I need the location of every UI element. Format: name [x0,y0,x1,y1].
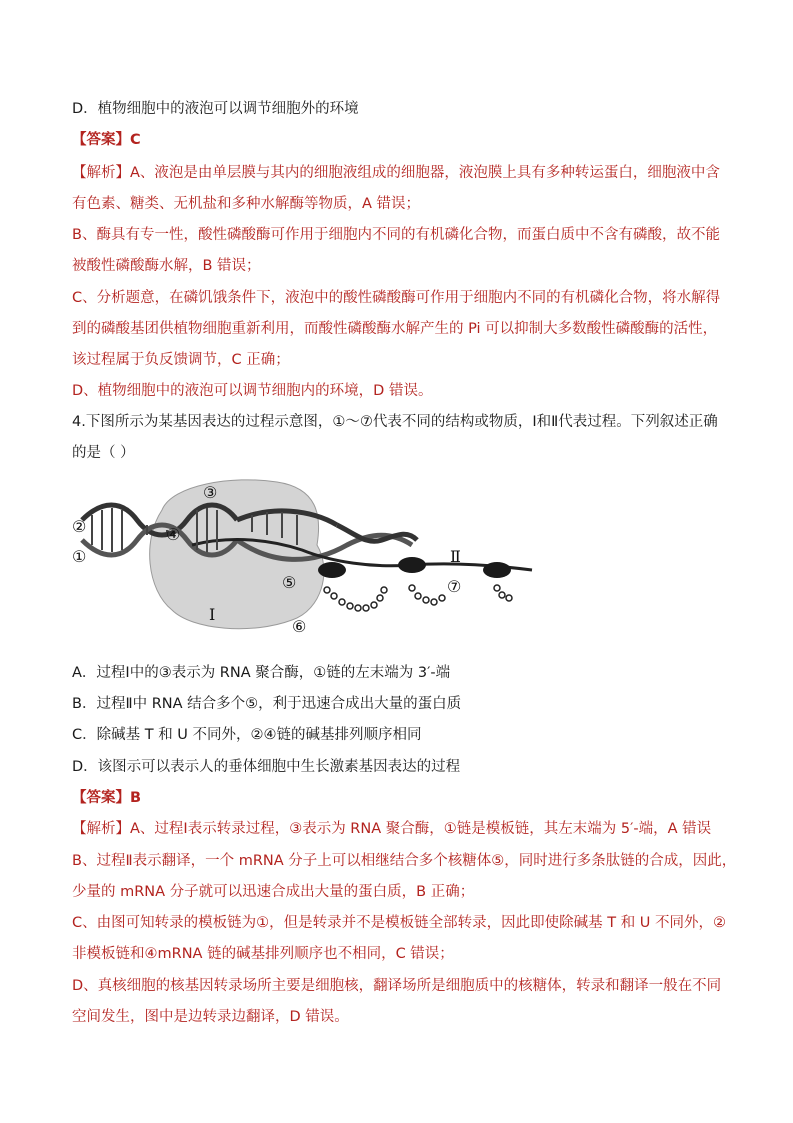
gene-expression-figure [72,470,542,650]
analysis-prev-line: 【解析】A、液泡是由单层膜与其内的细胞液组成的细胞器，液泡膜上具有多种转运蛋白，细胞液中含 [72,165,720,181]
question-stem: 的是（ ） [72,445,135,461]
option-c: C．除碱基 T 和 U 不同外，②④链的碱基排列顺序相同 [72,727,422,743]
option-d: D．该图示可以表示人的垂体细胞中生长激素基因表达的过程 [72,759,461,775]
analysis-prev-line: 被酸性磷酸酶水解，B 错误； [72,258,261,274]
analysis-prev-line: 有色素、糖类、无机盐和多种水解酶等物质，A 错误； [72,196,421,212]
label-6: ⑥ [292,617,307,636]
analysis-line: 空间发生，图中是边转录边翻译，D 错误。 [72,1009,349,1025]
analysis-line: B、过程Ⅱ表示翻译，一个 mRNA 分子上可以相继结合多个核糖体⑤，同时进行多条肽链的合成，因此， [72,853,737,869]
analysis-prev-line: B、酶具有专一性，酸性磷酸酶可作用于细胞内不同的有机磷化合物，而蛋白质中不含有磷酸，故不能 [72,227,720,243]
analysis-prev-line: D、植物细胞中的液泡可以调节细胞内的环境，D 错误。 [72,383,433,399]
option-d-prev: D．植物细胞中的液泡可以调节细胞外的环境 [72,101,359,117]
option-b: B．过程Ⅱ中 RNA 结合多个⑤，利于迅速合成出大量的蛋白质 [72,696,462,712]
label-process-2: Ⅱ [450,547,461,566]
label-process-1: Ⅰ [209,605,216,624]
label-7: ⑦ [447,577,462,596]
analysis-prev-line: C、分析题意，在磷饥饿条件下，液泡中的酸性磷酸酶可作用于细胞内不同的有机磷化合物，将水解得 [72,290,721,306]
label-4: ④ [166,525,181,544]
label-1: ① [72,547,87,566]
analysis-line: 少量的 mRNA 分子就可以迅速合成出大量的蛋白质，B 正确； [72,884,475,900]
analysis-line: 【解析】A、过程Ⅰ表示转录过程，③表示为 RNA 聚合酶，①链是模板链，其左末端为 5′-端，A 错误 [72,821,712,837]
answer: 【答案】B [72,790,142,806]
label-3: ③ [203,483,218,502]
question-stem: 4.下图所示为某基因表达的过程示意图，①～⑦代表不同的结构或物质，Ⅰ和Ⅱ代表过程。下列叙述正确 [72,414,718,430]
rna-polymerase-shape [150,480,324,629]
analysis-prev-line: 到的磷酸基团供植物细胞重新利用，而酸性磷酸酶水解产生的 Pi 可以抑制大多数酸性磷酸酶的活性， [72,321,718,337]
analysis-prev-line: 该过程属于负反馈调节，C 正确； [72,352,290,368]
analysis-line: D、真核细胞的核基因转录场所主要是细胞核，翻译场所是细胞质中的核糖体，转录和翻译一般在不同 [72,978,722,994]
answer-prev: 【答案】C [72,132,141,148]
option-a: A．过程Ⅰ中的③表示为 RNA 聚合酶，①链的左末端为 3′-端 [72,665,451,681]
analysis-line: 非模板链和④mRNA 链的碱基排列顺序也不相同，C 错误； [72,946,454,962]
label-5: ⑤ [282,573,297,592]
label-2: ② [72,517,87,536]
analysis-line: C、由图可知转录的模板链为①，但是转录并不是模板链全部转录，因此即使除碱基 T 和 U 不同外，② [72,915,727,931]
ribosome [318,557,511,578]
